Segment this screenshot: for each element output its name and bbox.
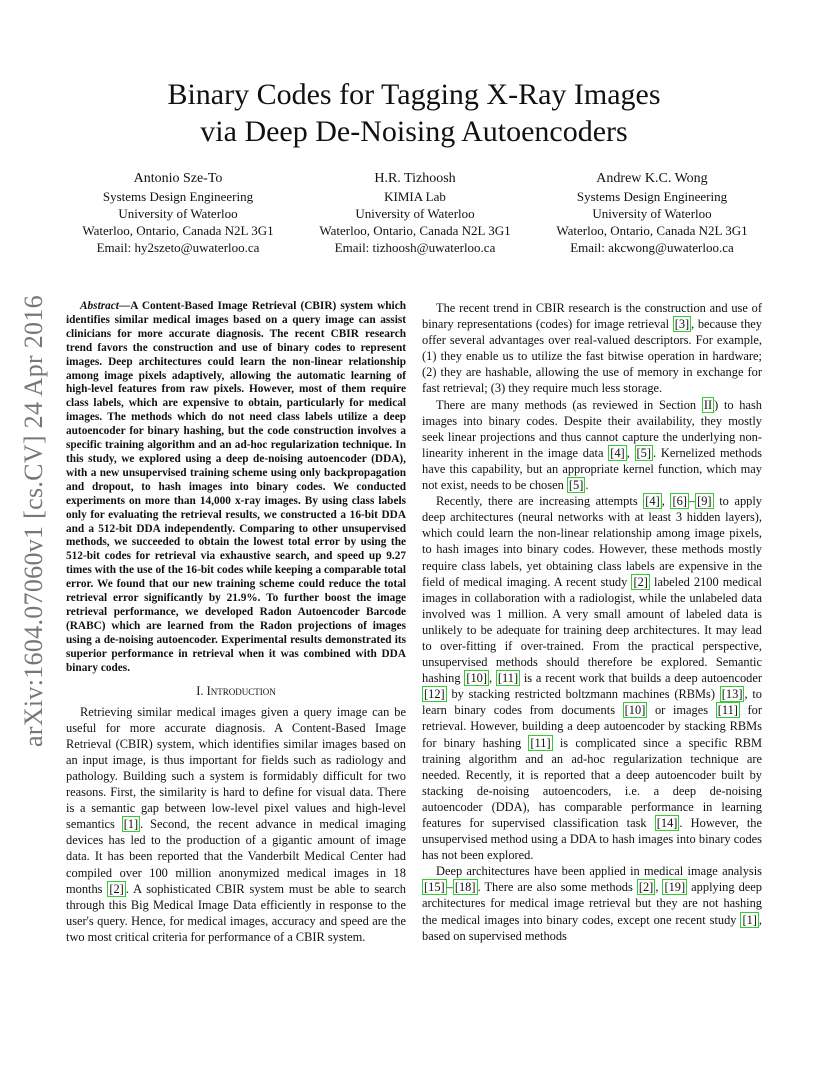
intro-paragraph-3: There are many methods (as reviewed in Section II ) to hash images into binary codes. Despite their availability, they mostly seek linear projections and thus cannot capture the underlying non-linearity inherent in the image data [4] , [5] . Kernelized methods have this capability, but an appropriate kernel function, which may not exist, needs to be chosen [5] . — [422, 397, 762, 493]
right-column — [422, 300, 762, 944]
citation-link[interactable]: [13] — [721, 687, 743, 702]
author-name: H.R. Tizhoosh — [374, 171, 456, 186]
arxiv-sidebar-stamp — [14, 286, 54, 756]
author-3 — [534, 170, 770, 256]
author-email: Email: akcwong@uwaterloo.ca — [570, 240, 734, 255]
author-2 — [297, 170, 533, 256]
abstract — [66, 300, 406, 675]
abstract-text: —A Content-Based Image Retrieval (CBIR) system which identifies similar medical images based on a query image can assist clinicians for more accurate diagnosis. The recent CBIR research trend favors the construction and use of binary codes to represent images. Deep architectures could learn the non-linear relationship among image pixels adaptively, allowing the automatic learning of high-level features from raw pixels. However, most of them require class labels, which are expensive to obtain, particularly for medical images. The methods which do not need class labels utilize a deep autoencoder for binary hashing, but the code construction involves a specific training algorithm and an ad-hoc regularization technique. In this study, we explored using a deep de-noising autoencoder (DDA), with a new unsupervised training scheme using only backpropagation and dropout, to hash images into binary codes. We conducted experiments on more than 14,000 x-ray images. By using class labels only for evaluating the retrieval results, we constructed a 16-bit DDA and a 512-bit DDA independently. Comparing to other unsupervised methods, we succeeded to obtain the lowest total error by using the 512-bit codes for retrieval via exhaustive search, and speed up 9.27 times with the use of the 16-bit codes while keeping a comparable total error. We found that our new training scheme could reduce the total retrieval error significantly by 21.9%. To further boost the image retrieval performance, we developed Radon Autoencoder Barcode (RABC) which are learned from the Radon projections of images using a de-noising autoencoder. Experimental results demonstrated its superior performance in retrieval when it was combined with DDA binary codes. — [66, 300, 406, 674]
author-org: University of Waterloo — [592, 206, 712, 221]
citation-link[interactable]: [10] — [466, 671, 487, 686]
author-block — [60, 170, 770, 256]
citation-link[interactable]: [5] — [636, 445, 651, 460]
intro-paragraph-5: Deep architectures have been applied in medical image analysis [15] – [18] . There are also some methods [2] , [19] applying deep architectures for medical image retrieval but they are not hashing the medical images into binary codes, except one recent study [1] , based on supervised methods — [422, 864, 762, 943]
author-email: Email: tizhoosh@uwaterloo.ca — [334, 240, 496, 255]
citation-link[interactable]: [2] — [633, 574, 648, 589]
author-org: University of Waterloo — [118, 206, 238, 221]
citation-link[interactable]: [18] — [454, 880, 476, 895]
author-address: Waterloo, Ontario, Canada N2L 3G1 — [556, 223, 748, 238]
citation-link[interactable]: [15] — [424, 880, 445, 895]
citation-link[interactable]: [5] — [568, 478, 584, 493]
author-email: Email: hy2szeto@uwaterloo.ca — [96, 240, 260, 255]
author-name: Antonio Sze-To — [133, 171, 223, 186]
paper-title — [0, 76, 828, 150]
left-column — [66, 300, 406, 945]
citation-link[interactable]: [11] — [497, 671, 519, 686]
title-line-1: Binary Codes for Tagging X-Ray Images — [167, 78, 661, 111]
citation-link[interactable]: [9] — [697, 494, 712, 509]
section-link[interactable]: II — [703, 397, 713, 412]
citation-link[interactable]: [12] — [424, 687, 445, 702]
citation-link[interactable]: [4] — [610, 445, 625, 460]
author-name: Andrew K.C. Wong — [596, 171, 708, 186]
citation-link[interactable]: [1] — [742, 912, 757, 927]
intro-paragraph-4: Recently, there are increasing attempts [4] , [6] – [9] to apply deep architectures (neural networks with at least 3 hidden layers), which could learn the non-linear relationship among image pixels, to hash images into binary codes. However, these methods mostly require class labels, yet obtaining class labels are expensive in the field of medical imaging. A recent study [2] labeled 2100 medical images in collaboration with a radiologist, while the unlabeled data involved was 1 million. A very small amount of labeled data is unlikely to be adequate for training deep architectures. It may lead to over-fitting if over-trained. From the practical perspective, unsupervised methods should therefore be explored. Semantic hashing [10] , [11] is a recent work that builds a deep autoencoder [12] by stacking restricted boltzmann machines (RBMs) [13] , to learn binary codes from documents [10] or images [11] for retrieval. However, building a deep autoencoder by stacking RBMs for binary hashing [11] is complicated since a specific RBM training algorithm and an ad-hoc regularization technique are needed. Recently, it is reported that a deep autoencoder built by stacking de-noising autoencoders, i.e. a deep de-noising autoencoder (DDA), has comparable performance in learning features for supervised classification task [14] . However, the unsupervised method using a DDA to hash images into binary codes has not been explored. — [422, 494, 763, 863]
citation-link[interactable]: [1] — [123, 817, 139, 832]
author-1 — [60, 170, 296, 256]
author-dept: Systems Design Engineering — [102, 189, 254, 204]
author-org: University of Waterloo — [355, 206, 475, 221]
author-dept: KIMIA Lab — [384, 189, 446, 204]
title-line-2: via Deep De-Noising Autoencoders — [200, 115, 628, 148]
author-dept: Systems Design Engineering — [576, 189, 728, 204]
citation-link[interactable]: [2] — [638, 880, 654, 895]
intro-paragraph-1: Retrieving similar medical images given a query image can be useful for more accurate diagnosis. A Content-Based Image Retrieval (CBIR) system, which identifies similar images based on an input image, is thus important for fields such as radiology and pathology. Building such a system is formidably difficult for two reasons. First, the similarity is hard to define for visual data. There is a semantic gap between low-level pixel values and high-level semantics [1] . Second, the recent advance in medical imaging devices has led to the production of a gigantic amount of image data. It has been reported that the Vanderbilt Medical Center had compiled over 100 million anonymized medical images in 18 months [2] . A sophisticated CBIR system must be able to search through this Big Medical Image Data efficiently in response to the user's query. Hence, for medical images, accuracy and speed are the two most critical criteria for performance of a CBIR system. — [66, 704, 406, 944]
citation-link[interactable]: [11] — [530, 735, 551, 750]
citation-link[interactable]: [2] — [109, 881, 124, 896]
citation-link[interactable]: [10] — [624, 703, 646, 718]
citation-link[interactable]: [14] — [656, 816, 678, 830]
citation-link[interactable]: [6] — [672, 494, 687, 509]
arxiv-id: arXiv:1604.07060v1 [cs.CV] 24 Apr 2016 — [19, 295, 48, 747]
citation-link[interactable]: [11] — [717, 703, 738, 718]
citation-link[interactable]: [19] — [664, 880, 686, 895]
citation-link[interactable]: [4] — [645, 494, 660, 509]
abstract-label: Abstract — [80, 300, 119, 312]
intro-paragraph-2: The recent trend in CBIR research is the construction and use of binary representations (codes) for image retrieval [3] , because they offer several advantages over real-valued descriptors. For example, (1) they enable us to utilize the fast bitwise operation in hardware; (2) they are hashable, allowing the use of memory in exchange for fast retrieval; (3) they require much less storage. — [422, 301, 762, 396]
author-address: Waterloo, Ontario, Canada N2L 3G1 — [82, 223, 274, 238]
section-heading-introduction: I. Introduction — [196, 684, 276, 699]
citation-link[interactable]: [3] — [674, 317, 690, 332]
author-address: Waterloo, Ontario, Canada N2L 3G1 — [319, 223, 511, 238]
